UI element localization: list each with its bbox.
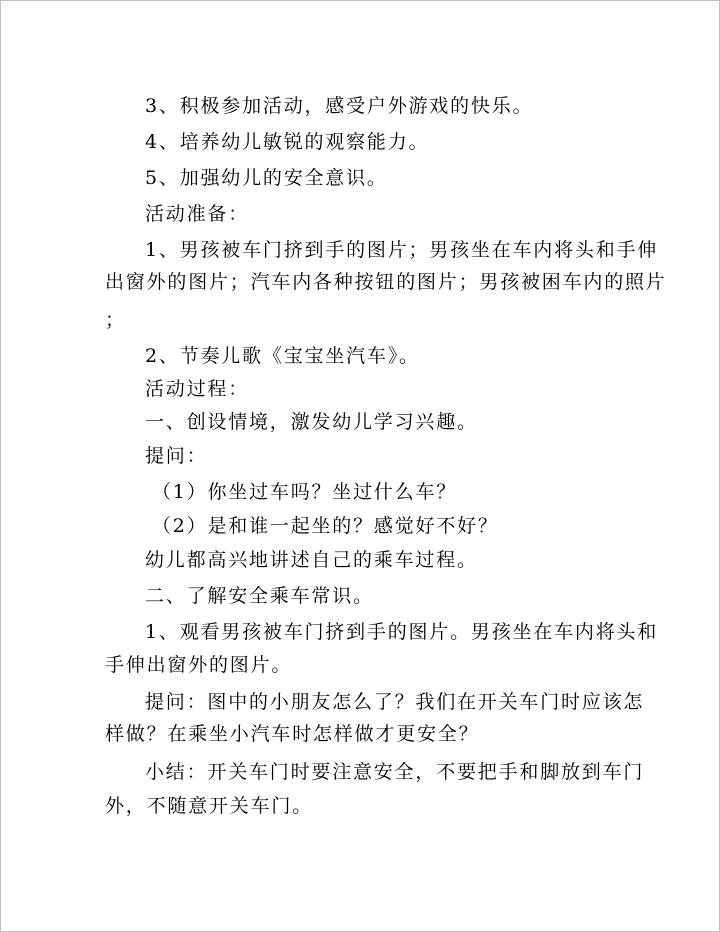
paragraph-line: 样做？在乘坐小汽车时怎样做才更安全？	[105, 723, 480, 745]
paragraph-line: 出窗外的图片；汽车内各种按钮的图片；男孩被困车内的照片	[105, 271, 667, 293]
paragraph-line: 2、节奏儿歌《宝宝坐汽车》。	[145, 345, 420, 367]
paragraph-line: 3、积极参加活动，感受户外游戏的快乐。	[145, 95, 534, 117]
paragraph-line: 提问：图中的小朋友怎么了？我们在开关车门时应该怎	[145, 691, 645, 713]
paragraph-line: 手伸出窗外的图片。	[105, 654, 293, 676]
paragraph-line: 5、加强幼儿的安全意识。	[145, 167, 388, 189]
paragraph-line: 二、了解安全乘车常识。	[145, 585, 374, 607]
paragraph-line: 提问：	[145, 445, 208, 467]
section-heading: 活动准备：	[145, 203, 250, 225]
paragraph-line: 幼儿都高兴地讲述自己的乘车过程。	[145, 549, 478, 571]
paragraph-line: （2）是和谁一起坐的？感觉好不好？	[152, 515, 499, 537]
paragraph-line: 一、创设情境，激发幼儿学习兴趣。	[145, 411, 478, 433]
paragraph-line: ；	[105, 309, 126, 331]
paragraph-line: 4、培养幼儿敏锐的观察能力。	[145, 131, 430, 153]
paragraph-line: 小结：开关车门时要注意安全，不要把手和脚放到车门	[145, 761, 645, 783]
paragraph-line: 1、观看男孩被车门挤到手的图片。男孩坐在车内将头和	[145, 621, 659, 643]
paragraph-line: 1、男孩被车门挤到手的图片；男孩坐在车内将头和手伸	[145, 239, 659, 261]
paragraph-line: （1）你坐过车吗？坐过什么车？	[152, 481, 458, 503]
paragraph-line: 外，不随意开关车门。	[105, 795, 314, 817]
section-heading: 活动过程：	[145, 378, 250, 400]
